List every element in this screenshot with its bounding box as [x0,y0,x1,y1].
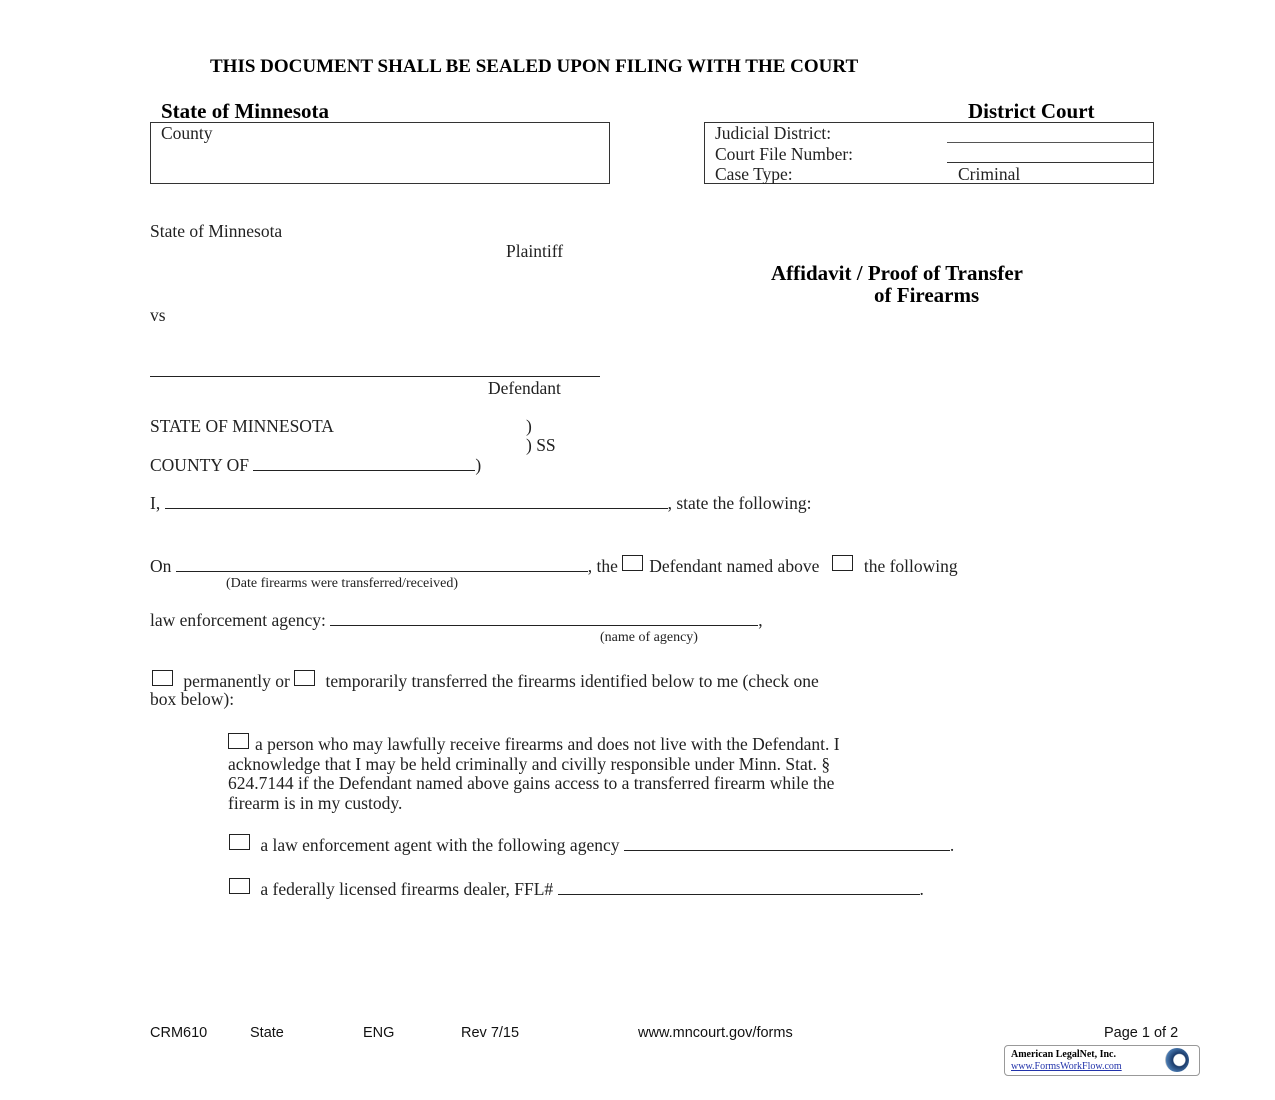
case-type-label: Case Type: [715,164,793,184]
judicial-district-field[interactable] [947,142,1153,143]
state-heading: State of Minnesota [161,99,329,123]
option-text: acknowledge that I may be held criminally and civilly responsible under Minn. Stat. § [228,753,831,774]
legalnet-logo[interactable] [1004,1045,1200,1076]
seal-notice: THIS DOCUMENT SHALL BE SEALED UPON FILING WITH THE COURT [210,56,859,77]
date-hint: (Date firearms were transferred/received) [226,576,459,591]
option-text: a person who may lawfully receive firearms and does not live with the Defendant. I [255,734,840,754]
venue-paren: ) [526,416,532,436]
agency-hint: (name of agency) [600,630,698,645]
court-file-field[interactable] [947,162,1153,163]
period: . [919,879,924,899]
footer-url[interactable]: www.mncourt.gov/forms [638,1025,793,1041]
court-file-label: Court File Number: [715,144,854,164]
county-label: County [161,123,213,143]
permanent-checkbox[interactable] [152,670,173,686]
transfer-date-field[interactable] [176,557,588,572]
affiant-prefix: I, [150,493,161,513]
form-title: Affidavit / Proof of Transfer [771,261,1023,285]
footer-lang: ENG [363,1025,395,1041]
agency-checkbox[interactable] [832,555,853,571]
period: . [949,835,955,855]
judicial-district-label: Judicial District: [715,123,832,143]
logo-name: American LegalNet, Inc. [1011,1049,1116,1060]
defendant-name-field[interactable] [150,376,600,377]
venue-county-field[interactable] [253,456,475,471]
venue-ss: ) SS [526,435,556,455]
case-type-value: Criminal [958,164,1021,184]
plaintiff-name: State of Minnesota [150,221,283,241]
agency-name-field[interactable] [330,611,758,626]
form-title-line2: of Firearms [874,283,980,307]
on-label: On [150,556,172,576]
footer-rev: Rev 7/15 [461,1025,520,1041]
footer-page-number: Page 1 of 2 [1104,1025,1179,1041]
venue-county-label: COUNTY OF [150,455,250,475]
permanent-label: permanently or [183,671,290,691]
temporary-label-cont: box below): [150,689,235,709]
comma: , [758,610,763,630]
agency-label: law enforcement agency: [150,610,326,630]
option-text: firearm is in my custody. [228,792,403,813]
ffl-dealer-label: a federally licensed firearms dealer, FFL# [260,879,554,899]
case-info-box [704,122,1154,184]
lawful-person-checkbox[interactable] [228,733,249,749]
defendant-label: Defendant [488,378,561,398]
following-option-label: the following [863,556,958,576]
temporary-label: temporarily transferred the firearms identified below to me (check one [325,671,819,691]
law-agent-label: a law enforcement agent with the following agency [260,835,620,855]
affiant-suffix: , state the following: [667,493,812,513]
globe-icon [1165,1048,1189,1072]
logo-url: www.FormsWorkFlow.com [1011,1061,1122,1072]
venue-paren: ) [475,455,482,475]
vs-label: vs [150,305,166,325]
ffl-dealer-checkbox[interactable] [229,878,250,894]
defendant-option-label: Defendant named above [649,556,820,576]
option-lawful-person [228,733,840,813]
plaintiff-label: Plaintiff [506,241,564,261]
venue-state: STATE OF MINNESOTA [150,416,334,436]
footer-form-id: CRM610 [150,1025,208,1041]
defendant-checkbox[interactable] [622,555,643,571]
option-text: 624.7144 if the Defendant named above gains access to a transferred firearm while the [228,773,835,793]
the-label: , the [587,556,618,576]
law-agent-agency-field[interactable] [624,836,950,851]
court-heading: District Court [968,99,1095,123]
temporary-checkbox[interactable] [294,670,315,686]
county-box[interactable] [150,122,610,184]
affiant-name-field[interactable] [165,494,668,509]
law-agent-checkbox[interactable] [229,834,250,850]
footer-state: State [250,1025,284,1041]
ffl-number-field[interactable] [558,880,920,895]
